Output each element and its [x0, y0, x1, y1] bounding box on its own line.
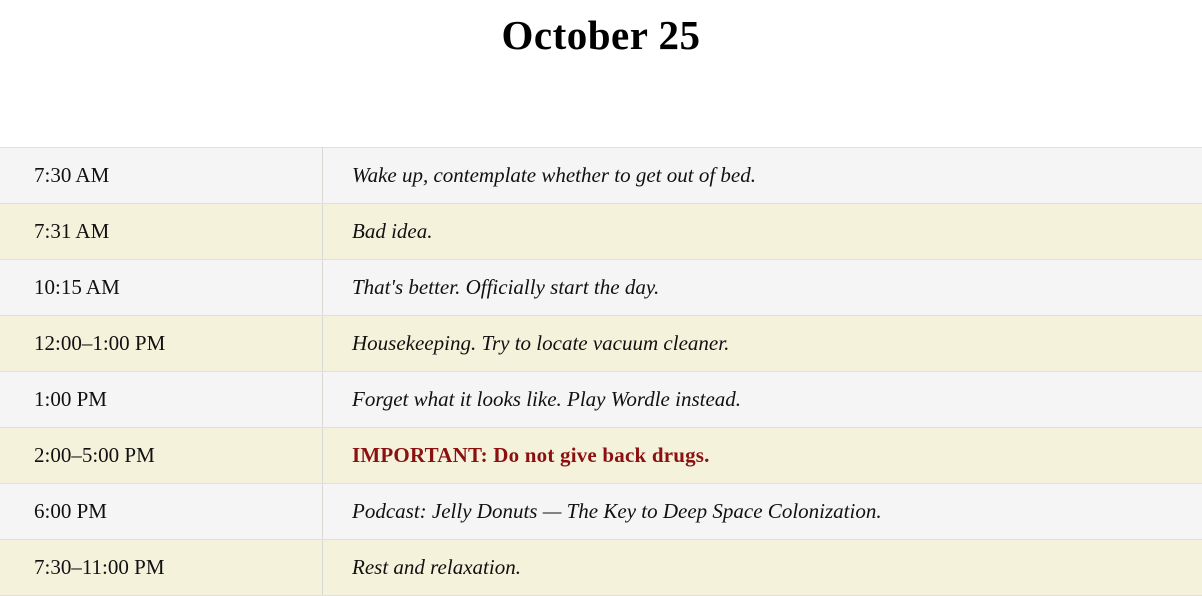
- table-row: [0, 148, 1202, 204]
- table-row: [0, 540, 1202, 596]
- schedule-time-cell: 6:00 PM: [0, 484, 323, 540]
- table-row: [0, 316, 1202, 372]
- table-row: [0, 428, 1202, 484]
- schedule-time-cell: 7:30–11:00 PM: [0, 540, 323, 596]
- schedule-activity-cell: Podcast: Jelly Donuts — The Key to Deep Space Colonization.: [323, 484, 1202, 540]
- schedule-activity-cell: Wake up, contemplate whether to get out of bed.: [323, 148, 1202, 204]
- schedule-time-cell: 7:31 AM: [0, 204, 323, 260]
- schedule-activity-cell-important: IMPORTANT: Do not give back drugs.: [323, 428, 1202, 484]
- schedule-activity-cell: Forget what it looks like. Play Wordle instead.: [323, 372, 1202, 428]
- page-title: October 25: [0, 0, 1202, 61]
- schedule-table-body: [0, 148, 1202, 596]
- table-row: [0, 372, 1202, 428]
- schedule-time-cell: 2:00–5:00 PM: [0, 428, 323, 484]
- schedule-table: [0, 147, 1202, 596]
- schedule-time-cell: 12:00–1:00 PM: [0, 316, 323, 372]
- schedule-time-cell: 10:15 AM: [0, 260, 323, 316]
- schedule-activity-cell: Rest and relaxation.: [323, 540, 1202, 596]
- schedule-time-cell: 1:00 PM: [0, 372, 323, 428]
- schedule-activity-cell: Housekeeping. Try to locate vacuum cleaner.: [323, 316, 1202, 372]
- table-row: [0, 484, 1202, 540]
- table-row: [0, 260, 1202, 316]
- schedule-activity-cell: Bad idea.: [323, 204, 1202, 260]
- schedule-time-cell: 7:30 AM: [0, 148, 323, 204]
- table-row: [0, 204, 1202, 260]
- schedule-activity-cell: That's better. Officially start the day.: [323, 260, 1202, 316]
